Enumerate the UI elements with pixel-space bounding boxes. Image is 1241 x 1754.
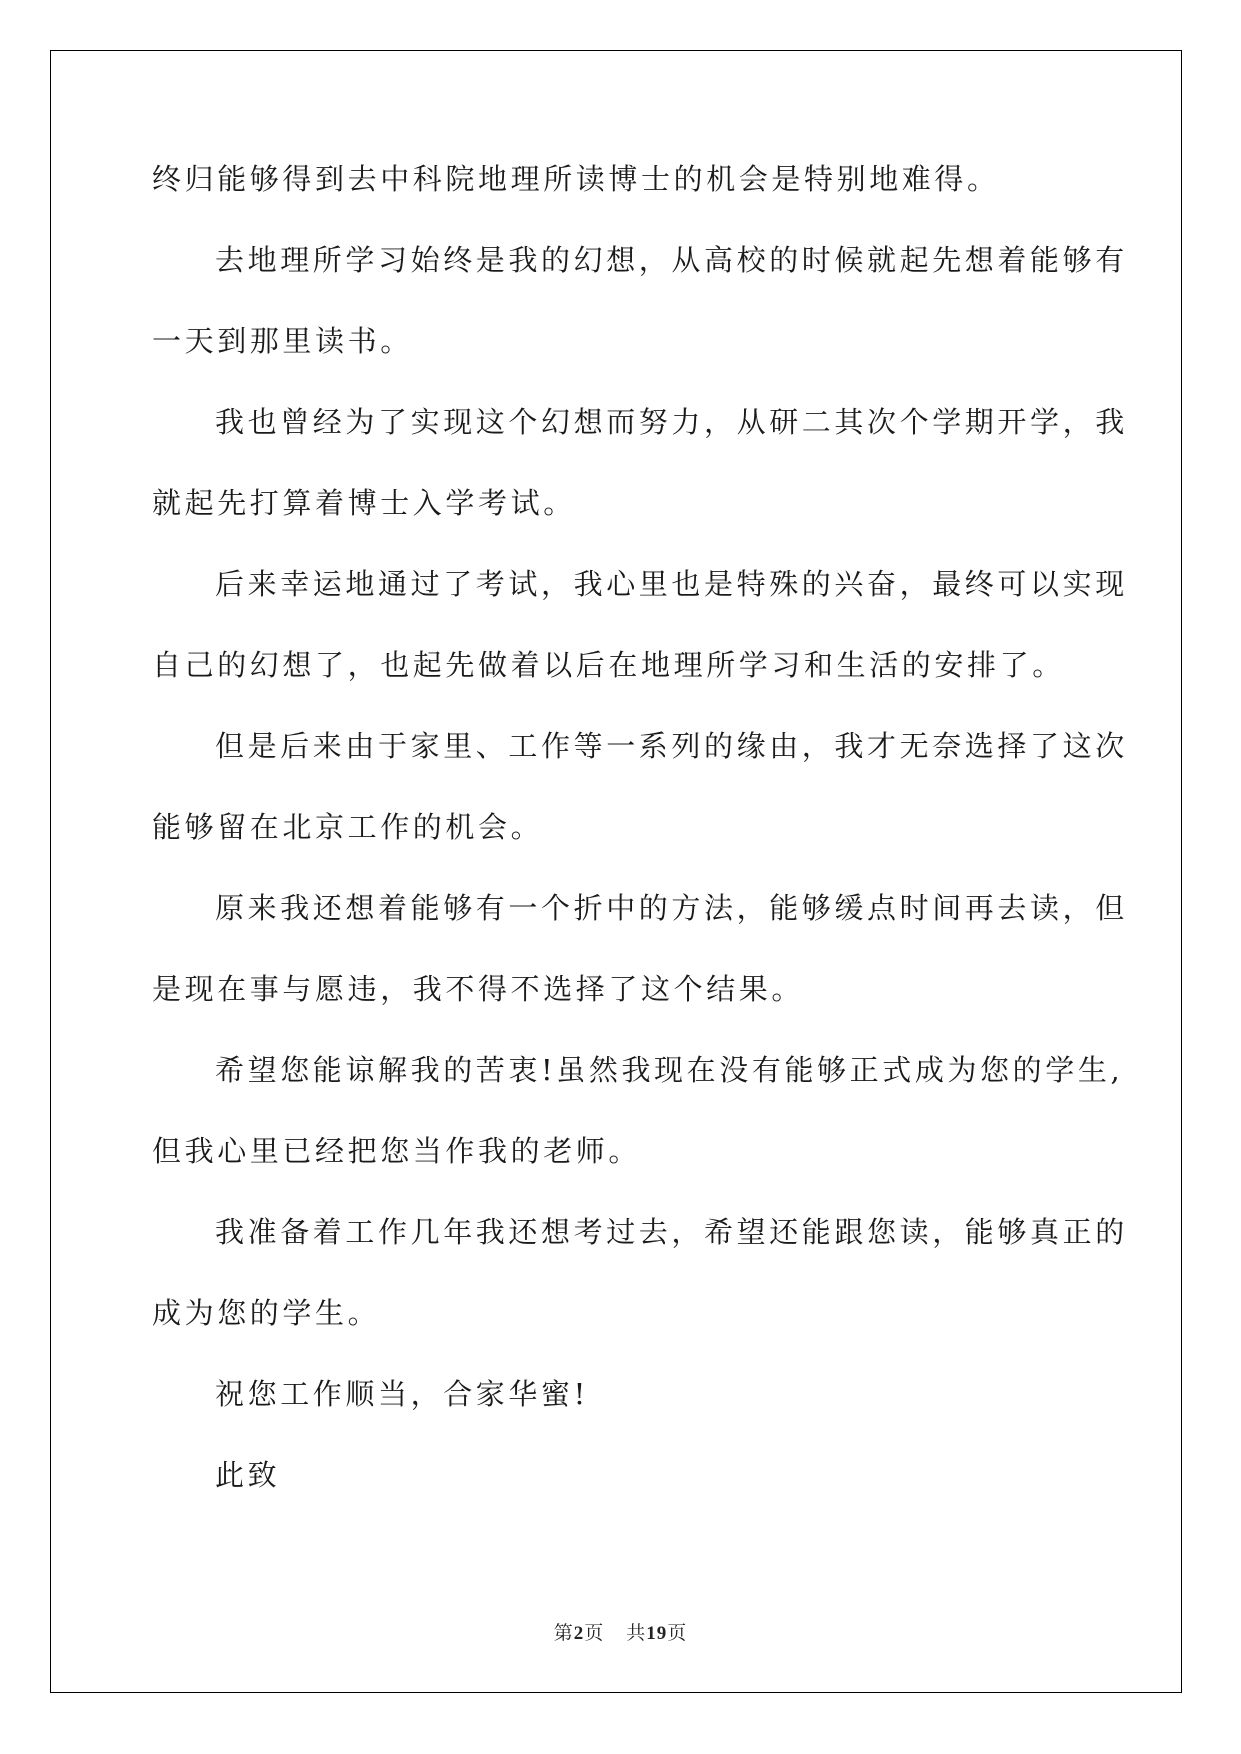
text-line-11: 是现在事与愿违，我不得不选择了这个结果。 bbox=[152, 972, 805, 1006]
text-line-4: 我也曾经为了实现这个幻想而努力，从研二其次个学期开学，我 bbox=[215, 405, 1128, 439]
text-line-17: 此致 bbox=[215, 1458, 281, 1492]
page-number: 2 bbox=[573, 1623, 585, 1644]
text-line-12: 希望您能谅解我的苦衷!虽然我现在没有能够正式成为您的学生, bbox=[215, 1053, 1124, 1087]
text-line-6: 后来幸运地通过了考试，我心里也是特殊的兴奋，最终可以实现 bbox=[215, 567, 1128, 601]
text-line-13: 但我心里已经把您当作我的老师。 bbox=[152, 1134, 642, 1168]
page-suffix: 页 bbox=[584, 1622, 605, 1644]
text-line-10: 原来我还想着能够有一个折中的方法，能够缓点时间再去读，但 bbox=[215, 891, 1128, 925]
text-line-15: 成为您的学生。 bbox=[152, 1296, 381, 1330]
letter-body bbox=[152, 162, 1128, 1541]
text-line-2: 去地理所学习始终是我的幻想，从高校的时候就起先想着能够有 bbox=[215, 243, 1128, 277]
total-suffix: 页 bbox=[667, 1622, 688, 1644]
page-footer bbox=[0, 1618, 1241, 1645]
total-prefix: 共 bbox=[626, 1622, 647, 1644]
page-prefix: 第 bbox=[553, 1622, 574, 1644]
text-line-1: 终归能够得到去中科院地理所读博士的机会是特别地难得。 bbox=[152, 162, 1000, 196]
text-line-8: 但是后来由于家里、工作等一系列的缘由，我才无奈选择了这次 bbox=[215, 729, 1128, 763]
text-line-5: 就起先打算着博士入学考试。 bbox=[152, 486, 576, 520]
text-line-3: 一天到那里读书。 bbox=[152, 324, 413, 358]
text-line-16: 祝您工作顺当，合家华蜜! bbox=[215, 1377, 589, 1411]
total-pages: 19 bbox=[646, 1623, 668, 1644]
text-line-9: 能够留在北京工作的机会。 bbox=[152, 810, 544, 844]
text-line-14: 我准备着工作几年我还想考过去，希望还能跟您读，能够真正的 bbox=[215, 1215, 1128, 1249]
text-line-7: 自己的幻想了，也起先做着以后在地理所学习和生活的安排了。 bbox=[152, 648, 1065, 682]
